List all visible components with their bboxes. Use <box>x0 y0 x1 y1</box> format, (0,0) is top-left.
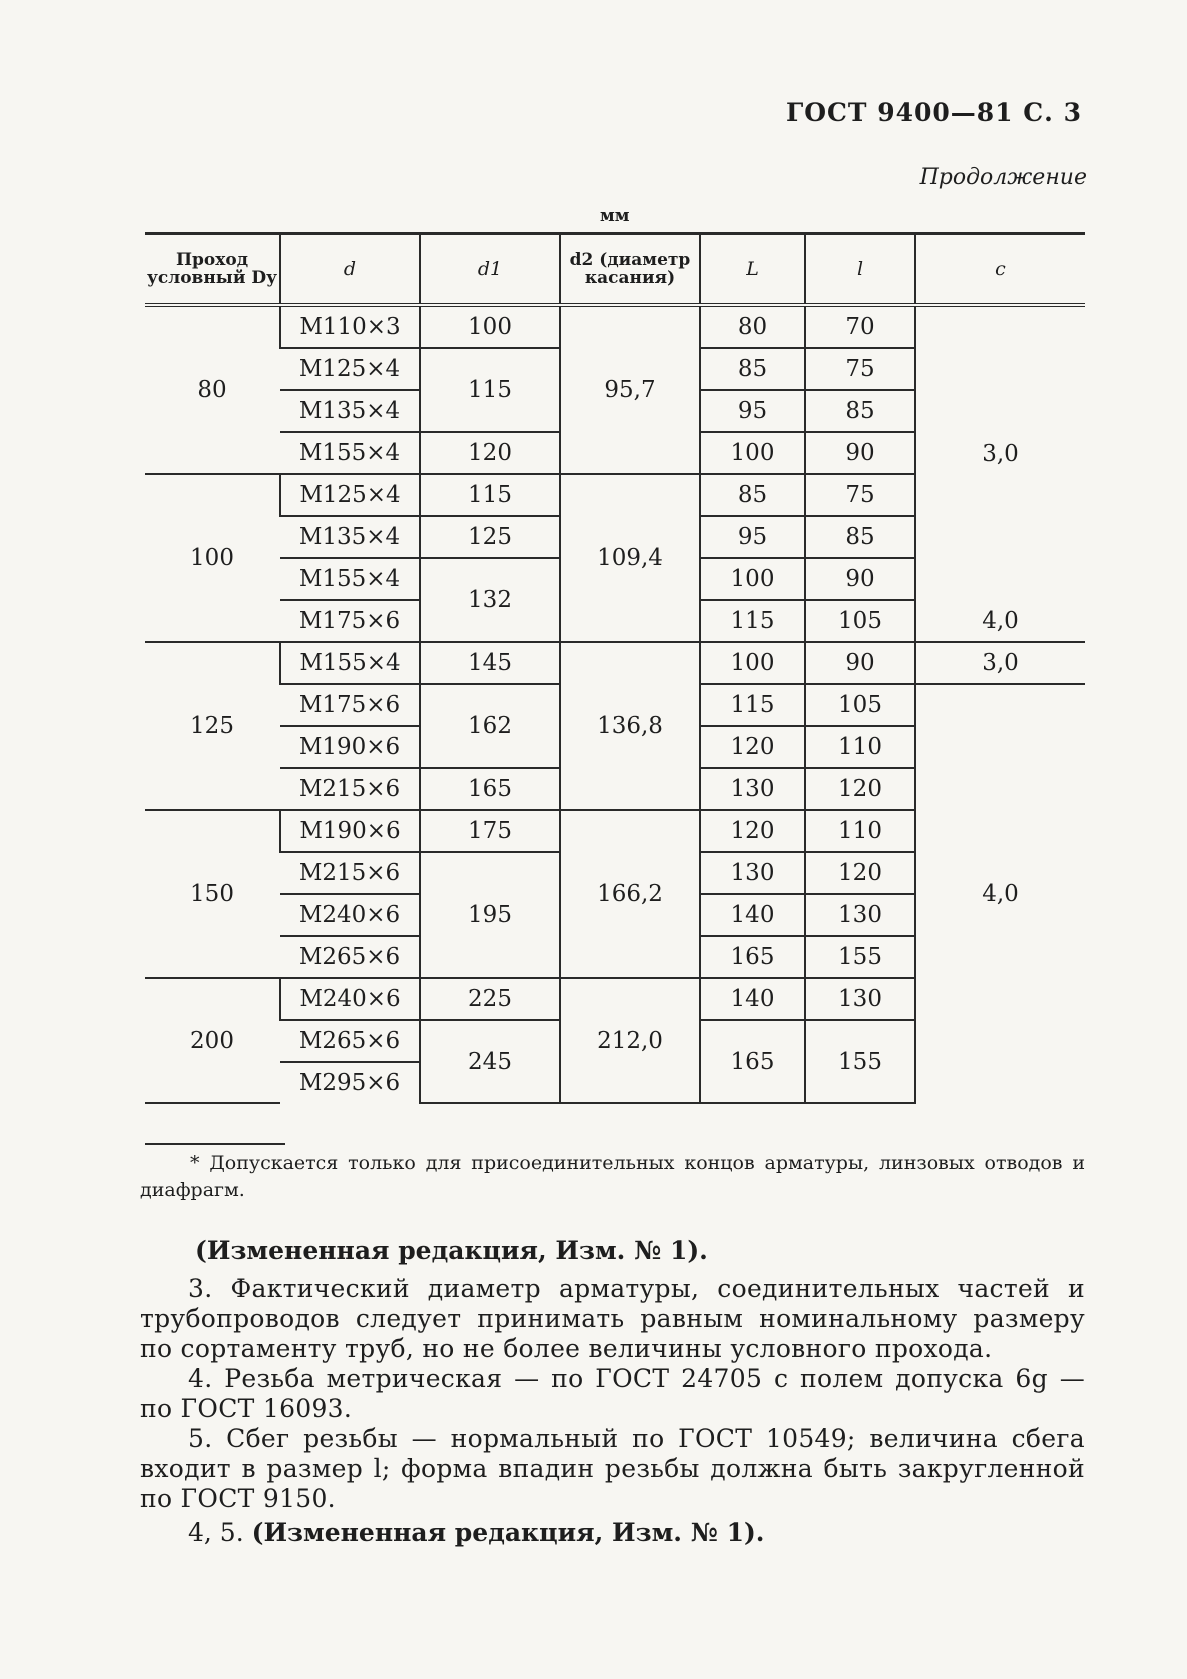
header-l: l <box>805 234 915 306</box>
d-cell: M175×6 <box>280 684 420 726</box>
dy-cell: 200 <box>145 978 280 1103</box>
paragraph-3: 3. Фактический диаметр арматуры, соединительных частей и трубопроводов следует принимать равным номинальному размеру по сортаменту труб, но не более величины условного прохода. <box>140 1274 1085 1363</box>
d-cell: M190×6 <box>280 726 420 768</box>
page-header: ГОСТ 9400—81 С. 3 <box>785 98 1082 127</box>
footnote-divider <box>145 1143 285 1145</box>
L-cell: 115 <box>700 684 805 726</box>
table-row <box>145 305 1085 348</box>
table-row <box>145 642 1085 684</box>
d-cell: M215×6 <box>280 852 420 894</box>
footnote: * Допускается только для присоединительных концов арматуры, линзовых отводов и диафрагм. <box>140 1152 1085 1201</box>
d1-cell: 175 <box>420 810 560 852</box>
l-cell: 75 <box>805 474 915 516</box>
revision-note-2 <box>188 1518 765 1547</box>
c-cell: 3,0 <box>915 642 1085 684</box>
d-cell: M125×4 <box>280 348 420 390</box>
l-cell: 120 <box>805 852 915 894</box>
L-cell: 165 <box>700 1020 805 1103</box>
l-cell: 130 <box>805 894 915 936</box>
L-cell: 120 <box>700 810 805 852</box>
l-cell: 105 <box>805 600 915 642</box>
l-cell: 75 <box>805 348 915 390</box>
d2-cell: 136,8 <box>560 642 700 810</box>
L-cell: 120 <box>700 726 805 768</box>
continuation-label: Продолжение <box>919 165 1087 190</box>
dimensions-table <box>145 232 1085 1104</box>
l-cell: 90 <box>805 558 915 600</box>
c-cell: 4,0 <box>915 684 1085 1103</box>
d1-cell: 132 <box>420 558 560 642</box>
revision-note-2-prefix: 4, 5. <box>188 1518 252 1547</box>
d1-cell: 225 <box>420 978 560 1020</box>
l-cell: 90 <box>805 642 915 684</box>
revision-note-1: (Измененная редакция, Изм. № 1). <box>195 1236 708 1265</box>
d1-cell: 125 <box>420 516 560 558</box>
paragraph-5: 5. Сбег резьбы — нормальный по ГОСТ 10549; величина сбега входит в размер l; форма впадин резьбы должна быть закругленной по ГОСТ 9150. <box>140 1424 1085 1513</box>
c-cell: 3,0 <box>915 305 1085 600</box>
L-cell: 100 <box>700 558 805 600</box>
d1-cell: 245 <box>420 1020 560 1103</box>
header-c: c <box>915 234 1085 306</box>
d2-cell: 166,2 <box>560 810 700 978</box>
d2-cell: 109,4 <box>560 474 700 642</box>
d-cell: M190×6 <box>280 810 420 852</box>
d2-cell: 95,7 <box>560 305 700 474</box>
l-cell: 105 <box>805 684 915 726</box>
L-cell: 130 <box>700 852 805 894</box>
d1-cell: 115 <box>420 348 560 432</box>
table-header-row <box>145 234 1085 306</box>
revision-note-2-text: (Измененная редакция, Изм. № 1). <box>251 1518 765 1547</box>
d-cell: M110×3 <box>280 305 420 348</box>
d-cell: M135×4 <box>280 390 420 432</box>
d-cell: M155×4 <box>280 558 420 600</box>
d-cell: M240×6 <box>280 894 420 936</box>
header-d1: d1 <box>420 234 560 306</box>
l-cell: 70 <box>805 305 915 348</box>
header-d: d <box>280 234 420 306</box>
body-text <box>140 1274 1085 1514</box>
l-cell: 120 <box>805 768 915 810</box>
l-cell: 110 <box>805 810 915 852</box>
header-d2: d2 (диаметр касания) <box>560 234 700 306</box>
L-cell: 130 <box>700 768 805 810</box>
paragraph-4: 4. Резьба метрическая — по ГОСТ 24705 с полем допуска 6g — по ГОСТ 16093. <box>140 1364 1085 1423</box>
d1-cell: 195 <box>420 852 560 978</box>
d-cell: M295×6 <box>298 1070 401 1096</box>
header-dy: Проход условный Dу <box>145 234 280 306</box>
d-cell: M175×6 <box>280 600 420 642</box>
L-cell: 140 <box>700 894 805 936</box>
dy-cell: 100 <box>145 474 280 642</box>
d-cell: M155×4 <box>280 642 420 684</box>
L-cell: 115 <box>700 600 805 642</box>
d1-cell: 100 <box>420 305 560 348</box>
d-cell: M155×4 <box>280 432 420 474</box>
l-cell: 130 <box>805 978 915 1020</box>
d1-cell: 165 <box>420 768 560 810</box>
L-cell: 80 <box>700 305 805 348</box>
dy-cell: 150 <box>145 810 280 978</box>
L-cell: 100 <box>700 642 805 684</box>
l-cell: 155 <box>805 936 915 978</box>
L-cell: 140 <box>700 978 805 1020</box>
d-cell: M240×6 <box>280 978 420 1020</box>
L-cell: 85 <box>700 348 805 390</box>
L-cell: 95 <box>700 390 805 432</box>
header-L: L <box>700 234 805 306</box>
l-cell: 155 <box>805 1020 915 1103</box>
d-cell: M265×6 <box>280 936 420 978</box>
d1-cell: 120 <box>420 432 560 474</box>
d-cell: M215×6 <box>280 768 420 810</box>
dy-cell: 80 <box>145 305 280 474</box>
l-cell: 85 <box>805 390 915 432</box>
units-label: мм <box>600 206 630 226</box>
L-cell: 165 <box>700 936 805 978</box>
dy-cell: 125 <box>145 642 280 810</box>
d-cell: M125×4 <box>280 474 420 516</box>
d1-cell: 162 <box>420 684 560 768</box>
L-cell: 85 <box>700 474 805 516</box>
d1-cell: 115 <box>420 474 560 516</box>
L-cell: 95 <box>700 516 805 558</box>
l-cell: 85 <box>805 516 915 558</box>
c-cell: 4,0 <box>915 600 1085 642</box>
l-cell: 110 <box>805 726 915 768</box>
l-cell: 90 <box>805 432 915 474</box>
d-cell: M265×6 <box>280 1020 420 1062</box>
L-cell: 100 <box>700 432 805 474</box>
d2-cell: 212,0 <box>560 978 700 1103</box>
d1-cell: 145 <box>420 642 560 684</box>
d-cell: M135×4 <box>280 516 420 558</box>
